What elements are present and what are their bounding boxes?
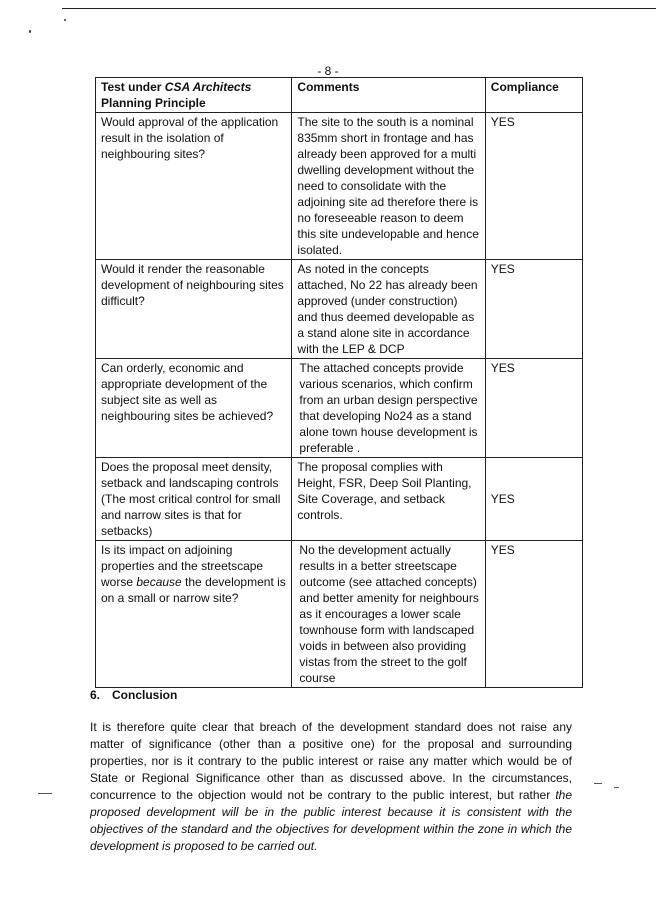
cell-test-prefix: Is its impact on adjoining properties and the streetscape worse — [101, 543, 264, 589]
cell-test-italic: because — [136, 575, 182, 589]
table-row — [96, 113, 583, 260]
page-number: - 8 - — [317, 64, 339, 78]
cell-comments: The site to the south is a nominal 835mm short in frontage and has already been approved for a multi dwelling development without the need to consolidate with the adjoining site ad therefore there is no foreseeable reason to deem this site undevelopable and hence isolated. — [292, 113, 485, 260]
scan-top-rule — [62, 8, 656, 9]
table-row — [96, 541, 583, 688]
scan-speck — [64, 19, 66, 21]
cell-compliance: YES — [485, 359, 582, 458]
header-test-italic: CSA Architects — [164, 80, 252, 94]
cell-comments: The proposal complies with Height, FSR, Deep Soil Planting, Site Coverage, and setback controls. — [292, 458, 485, 541]
cell-compliance: YES — [485, 113, 582, 260]
cell-comments: The attached concepts provide various scenarios, which confirm from an urban design perspective that developing No24 as a stand alone town house development is preferable . — [292, 359, 485, 458]
cell-test: Would it render the reasonable development of neighbouring sites difficult? — [96, 260, 292, 359]
header-test — [96, 78, 292, 113]
header-test-suffix: Planning Principle — [101, 96, 206, 110]
cell-compliance: YES — [485, 458, 582, 541]
cell-compliance: YES — [485, 260, 582, 359]
planning-principle-table — [95, 77, 583, 688]
cell-test — [96, 541, 292, 688]
conclusion-text: It is therefore quite clear that breach of the development standard does not raise any matter of significance (other than a positive one) for the proposal and surrounding properties, nor is it contrary to the public interest or raise any matter which would be of State or Regional Significance other than as discussed above. In the circumstances, concurrence to the objection would not be contrary to the public interest, but rather — [90, 720, 572, 802]
margin-mark — [38, 793, 52, 794]
scan-speck — [29, 30, 31, 33]
cell-comments: No the development actually results in a better streetscape outcome (see attached concepts) and better amenity for neighbours as it encourages a lower scale townhouse form with landscaped voids in between also providing vistas from the street to the golf course — [292, 541, 485, 688]
cell-test: Can orderly, economic and appropriate development of the subject site as well as neighbouring sites be achieved? — [96, 359, 292, 458]
margin-mark — [614, 787, 619, 788]
header-compliance: Compliance — [485, 78, 582, 113]
table-header-row — [96, 78, 583, 113]
header-test-prefix: Test under — [101, 80, 165, 94]
table-row — [96, 359, 583, 458]
cell-test: Would approval of the application result in the isolation of neighbouring sites? — [96, 113, 292, 260]
cell-test: Does the proposal meet density, setback and landscaping controls (The most critical control for small and narrow sites is that for setbacks) — [96, 458, 292, 541]
conclusion-italic-text: the proposed development will be in the public interest because it is consistent with the objectives of the standard and the objectives for development within the zone in which the development is proposed to be carried out. — [90, 788, 572, 853]
section-heading — [90, 688, 177, 702]
conclusion-paragraph — [90, 719, 572, 855]
section-title: Conclusion — [112, 688, 178, 702]
section-number: 6. — [90, 688, 101, 702]
margin-mark — [594, 783, 602, 784]
cell-test-suffix: the development is on a small or narrow site? — [101, 575, 286, 605]
cell-compliance: YES — [485, 541, 582, 688]
cell-comments: As noted in the concepts attached, No 22 has already been approved (under construction) and thus deemed developable as a stand alone site in accordance with the LEP & DCP — [292, 260, 485, 359]
header-comments: Comments — [292, 78, 485, 113]
table-row — [96, 458, 583, 541]
table-row — [96, 260, 583, 359]
